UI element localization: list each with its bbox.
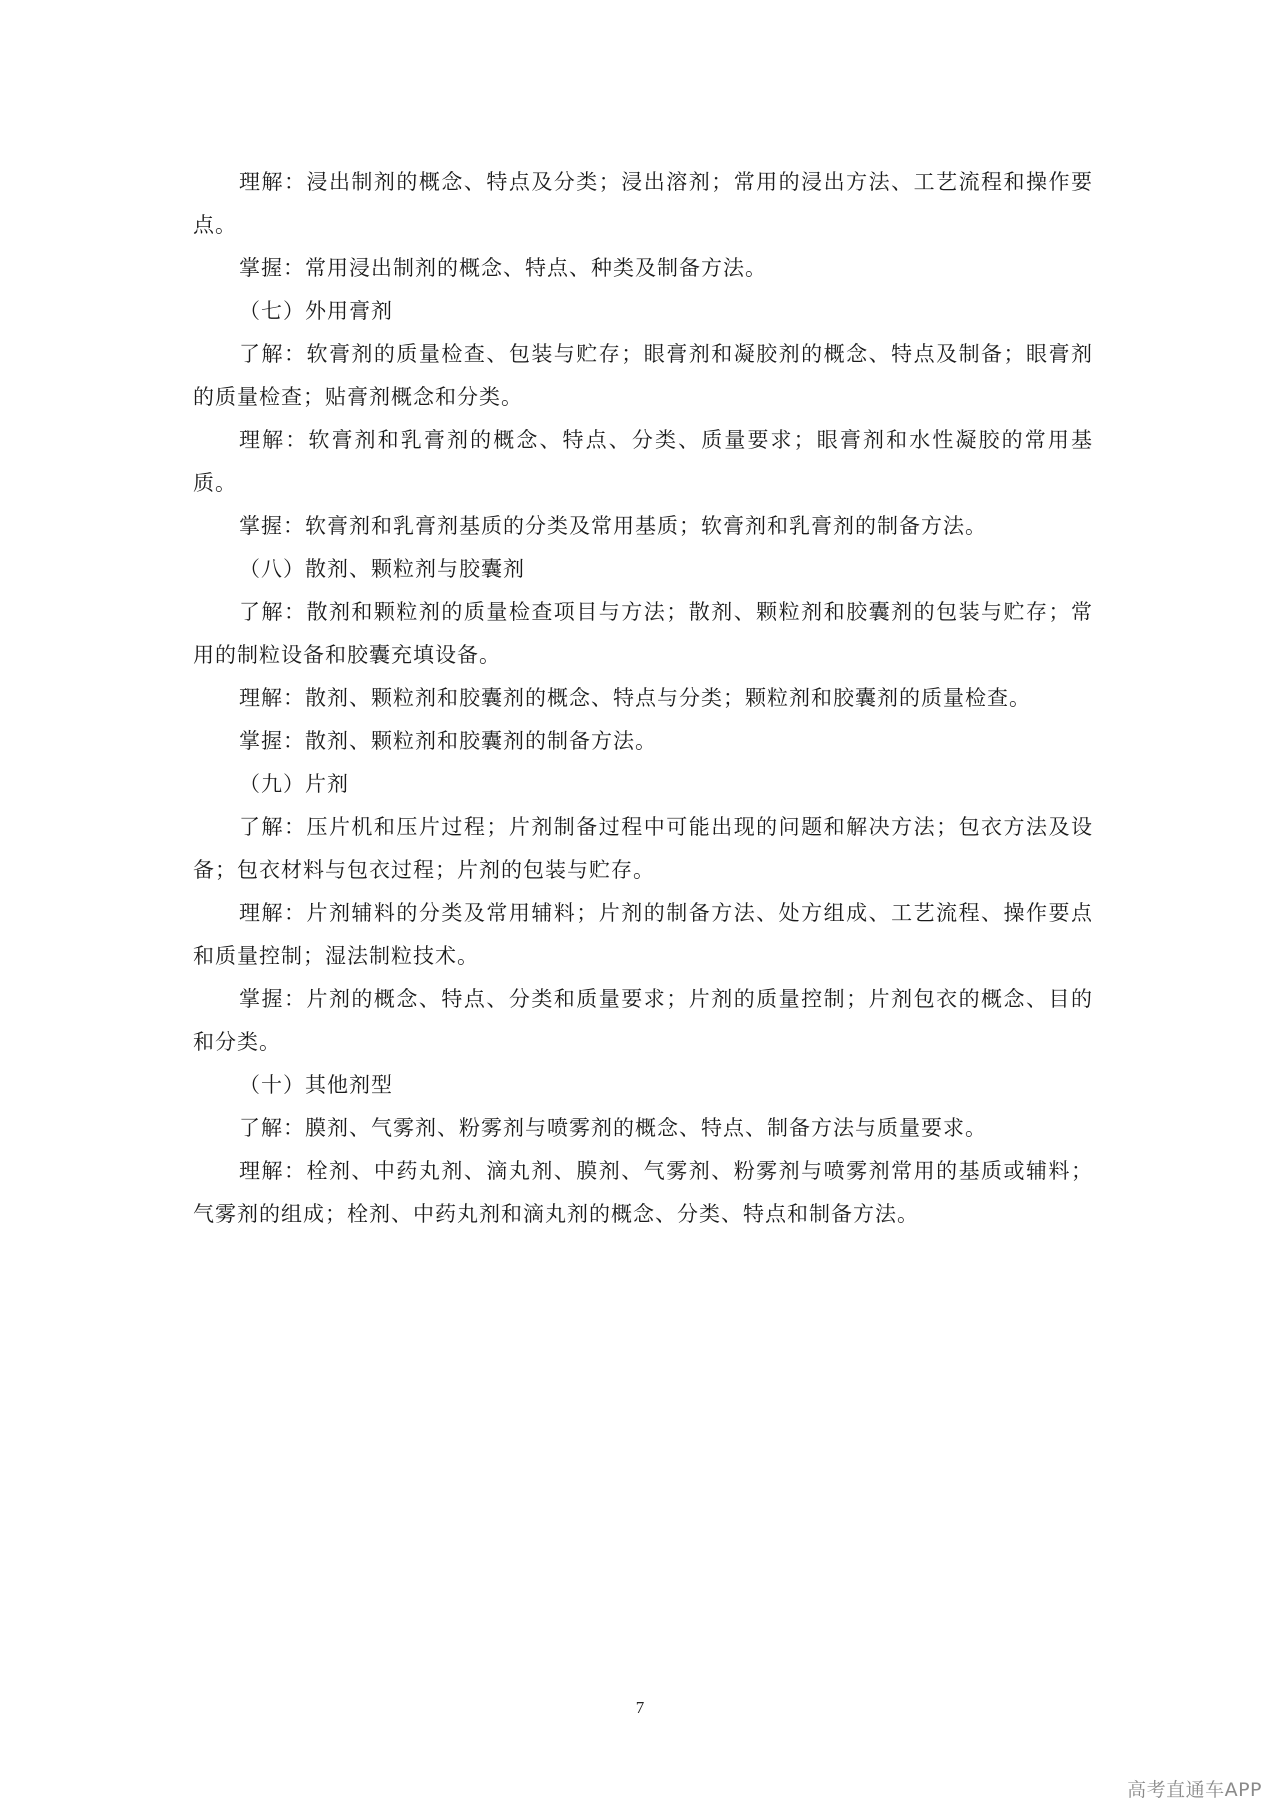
section-heading: （七）外用膏剂 (239, 299, 393, 323)
paragraph: 理解：软膏剂和乳膏剂的概念、特点、分类、质量要求；眼膏剂和水性凝胶的常用基质。 (193, 428, 1093, 495)
paragraph: 了解：散剂和颗粒剂的质量检查项目与方法；散剂、颗粒剂和胶囊剂的包装与贮存；常用的制粒设备和胶囊充填设备。 (193, 600, 1093, 667)
paragraph: 掌握：片剂的概念、特点、分类和质量要求；片剂的质量控制；片剂包衣的概念、目的和分类。 (193, 987, 1093, 1054)
paragraph: 了解：膜剂、气雾剂、粉雾剂与喷雾剂的概念、特点、制备方法与质量要求。 (239, 1116, 987, 1140)
paragraph: 了解：压片机和压片过程；片剂制备过程中可能出现的问题和解决方法；包衣方法及设备；包衣材料与包衣过程；片剂的包装与贮存。 (193, 815, 1093, 882)
paragraph: 了解：软膏剂的质量检查、包装与贮存；眼膏剂和凝胶剂的概念、特点及制备；眼膏剂的质量检查；贴膏剂概念和分类。 (193, 342, 1093, 409)
paragraph: 理解：栓剂、中药丸剂、滴丸剂、膜剂、气雾剂、粉雾剂与喷雾剂常用的基质或辅料；气雾剂的组成；栓剂、中药丸剂和滴丸剂的概念、分类、特点和制备方法。 (193, 1159, 1093, 1226)
paragraph: 掌握：常用浸出制剂的概念、特点、种类及制备方法。 (239, 256, 767, 280)
paragraph: 理解：浸出制剂的概念、特点及分类；浸出溶剂；常用的浸出方法、工艺流程和操作要点。 (193, 170, 1093, 237)
document-body (193, 161, 1093, 1236)
section-heading: （九）片剂 (239, 772, 349, 796)
watermark-text: 高考直通车APP (1127, 1779, 1262, 1801)
section-heading: （十）其他剂型 (239, 1073, 393, 1097)
paragraph: 掌握：散剂、颗粒剂和胶囊剂的制备方法。 (239, 729, 657, 753)
paragraph: 掌握：软膏剂和乳膏剂基质的分类及常用基质；软膏剂和乳膏剂的制备方法。 (239, 514, 987, 538)
page-number: 7 (635, 1698, 645, 1717)
paragraph: 理解：片剂辅料的分类及常用辅料；片剂的制备方法、处方组成、工艺流程、操作要点和质量控制；湿法制粒技术。 (193, 901, 1093, 968)
section-heading: （八）散剂、颗粒剂与胶囊剂 (239, 557, 525, 581)
paragraph: 理解：散剂、颗粒剂和胶囊剂的概念、特点与分类；颗粒剂和胶囊剂的质量检查。 (239, 686, 1031, 710)
